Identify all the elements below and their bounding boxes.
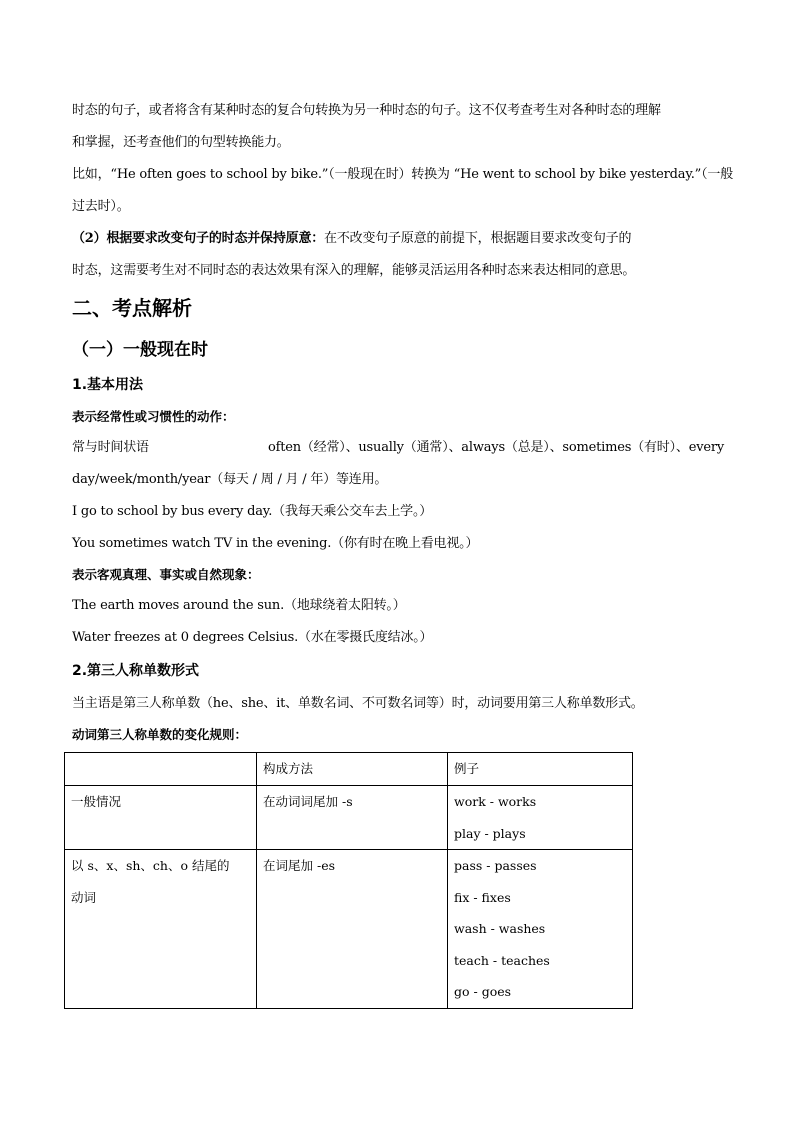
section-title: 二、考点解析 bbox=[72, 296, 192, 320]
third-person-heading: 2.第三人称单数形式 bbox=[72, 663, 200, 679]
table-cell-examples bbox=[448, 786, 633, 850]
table-header-cell: 例子 bbox=[448, 753, 633, 786]
table-header-row bbox=[65, 753, 633, 786]
third-person-text: 当主语是第三人称单数（he、she、it、单数名词、不可数名词等）时，动词要用第三人称单数形式。 bbox=[72, 696, 644, 711]
table-header-cell: 构成方法 bbox=[257, 753, 448, 786]
example-item: work - works bbox=[454, 794, 537, 809]
table-cell-case bbox=[65, 850, 257, 1009]
rules-heading: 动词第三人称单数的变化规则： bbox=[72, 727, 248, 742]
example-1: I go to school by bus every day.（我每天乘公交车去上学。） bbox=[72, 504, 433, 519]
table-row bbox=[65, 850, 633, 1009]
table-cell-case: 一般情况 bbox=[65, 786, 257, 850]
case-line: 动词 bbox=[71, 889, 97, 905]
example-item: fix - fixes bbox=[454, 889, 511, 905]
intro-line-6: 时态，这需要考生对不同时态的表达效果有深入的理解，能够灵活运用各种时态来表达相同的意思。 bbox=[72, 263, 636, 278]
case-line: 以 s、x、sh、ch、o 结尾的 bbox=[71, 858, 230, 873]
intro-line-3: 比如，“He often goes to school by bike.”（一般现在时）转换为 “He went to school by bike yesterday.”（一般 bbox=[72, 167, 734, 182]
table-header-cell bbox=[65, 753, 257, 786]
example-4: Water freezes at 0 degrees Celsius.（水在零摄氏度结冰。） bbox=[72, 630, 433, 645]
example-item: wash - washes bbox=[454, 921, 546, 936]
adverbs-line-1 bbox=[72, 432, 724, 464]
example-item: pass - passes bbox=[454, 858, 537, 873]
point-2-line bbox=[72, 223, 724, 255]
example-item: play - plays bbox=[454, 825, 526, 841]
intro-line-2: 和掌握，还考查他们的句型转换能力。 bbox=[72, 135, 290, 150]
point-2-bold: （2）根据要求改变句子的时态并保持原意： bbox=[72, 231, 325, 246]
intro-line-4: 过去时）。 bbox=[72, 199, 130, 214]
adverbs-line-1-a: 常与时间状语 bbox=[72, 440, 149, 455]
example-item: go - goes bbox=[454, 984, 512, 999]
truth-heading: 表示客观真理、事实或自然现象： bbox=[72, 567, 260, 582]
table-cell-method: 在动词词尾加 -s bbox=[257, 786, 448, 850]
basic-usage-heading: 1.基本用法 bbox=[72, 377, 144, 393]
habit-heading: 表示经常性或习惯性的动作： bbox=[72, 409, 235, 424]
table-cell-method: 在词尾加 -es bbox=[257, 850, 448, 1009]
example-3: The earth moves around the sun.（地球绕着太阳转。） bbox=[72, 598, 406, 613]
example-item: teach - teaches bbox=[454, 952, 550, 968]
table-cell-examples bbox=[448, 850, 633, 1009]
point-2-text: 在不改变句子原意的前提下，根据题目要求改变句子的 bbox=[324, 231, 632, 246]
subsection-title: （一）一般现在时 bbox=[72, 340, 208, 360]
adverbs-line-1-b: often（经常）、usually（通常）、always（总是）、sometimes（有时）、every bbox=[267, 440, 724, 455]
third-person-rules-table bbox=[64, 752, 633, 1009]
adverbs-line-2: day/week/month/year（每天 / 周 / 月 / 年）等连用。 bbox=[72, 472, 388, 487]
table-row bbox=[65, 786, 633, 850]
intro-line-1: 时态的句子，或者将含有某种时态的复合句转换为另一种时态的句子。这不仅考查考生对各种时态的理解 bbox=[72, 103, 661, 118]
example-2: You sometimes watch TV in the evening.（你有时在晚上看电视。） bbox=[72, 536, 479, 551]
